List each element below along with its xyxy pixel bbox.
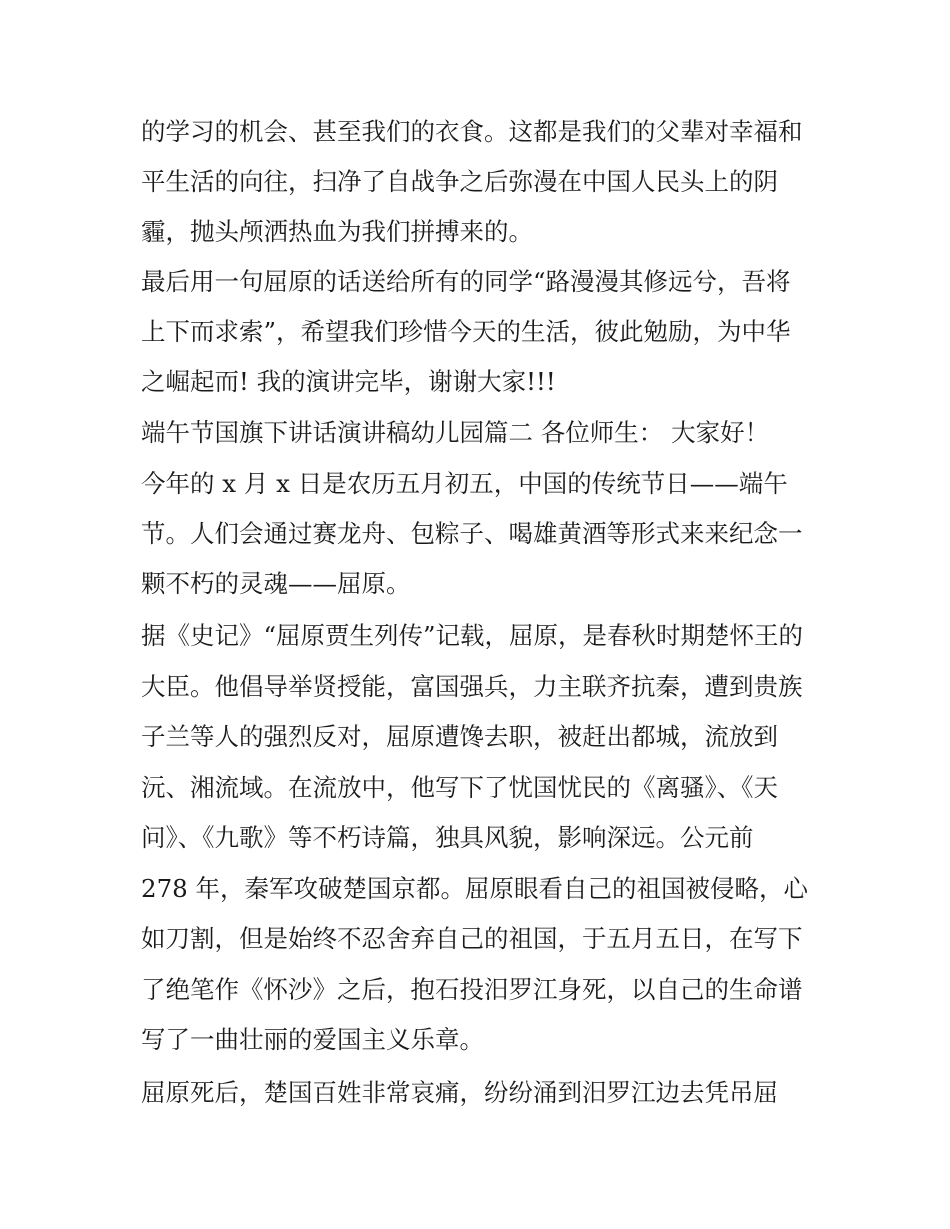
text-line: 如刀割，但是始终不忍舍弃自己的祖国，于五月五日，在写下 — [141, 924, 803, 953]
text-line: 大臣。他倡导举贤授能，富国强兵，力主联齐抗秦，遭到贵族 — [141, 672, 803, 701]
text-line: 问》、《九歌》等不朽诗篇，独具风貌，影响深远。公元前 — [141, 823, 754, 852]
text-line: 子兰等人的强烈反对，屈原遭馋去职，被赶出都城，流放到 — [141, 722, 778, 751]
text-line: 的学习的机会、甚至我们的衣食。这都是我们的父辈对幸福和 — [141, 117, 803, 146]
text-line: 屈原死后，楚国百姓非常哀痛，纷纷涌到汨罗江边去凭吊屈 — [141, 1078, 778, 1107]
text-line: 之崛起而! 我的演讲完毕，谢谢大家!!! — [141, 367, 556, 396]
section-heading-line: 端午节国旗下讲话演讲稿幼儿园篇二 各位师生： 大家好！ — [141, 418, 770, 447]
text-line: 沅、湘流域。在流放中，他写下了忧国忧民的《离骚》、《天 — [141, 773, 778, 802]
text-line: 最后用一句屈原的话送给所有的同学“路漫漫其修远兮，吾将 — [141, 267, 791, 296]
text-line: 据《史记》“屈原贾生列传”记载，屈原，是春秋时期楚怀王的 — [141, 621, 804, 650]
text-line: 平生活的向往，扫净了自战争之后弥漫在中国人民头上的阴 — [141, 167, 778, 196]
text-line: 节。人们会通过赛龙舟、包粽子、喝雄黄酒等形式来来纪念一 — [141, 519, 803, 548]
text-line: 了绝笔作《怀沙》之后，抱石投汨罗江身死，以自己的生命谱 — [141, 975, 803, 1004]
text-line: 写了一曲壮丽的爱国主义乐章。 — [141, 1025, 484, 1054]
text-line: 霾，抛头颅洒热血为我们拼搏来的。 — [141, 217, 533, 246]
text-line: 颗不朽的灵魂——屈原。 — [141, 569, 411, 598]
text-line: 上下而求索”，希望我们珍惜今天的生活，彼此勉励，为中华 — [141, 317, 791, 346]
text-line: 今年的 x 月 x 日是农历五月初五，中国的传统节日——端午 — [141, 469, 788, 498]
text-line: 278 年，秦军攻破楚国京都。屈原眼看自己的祖国被侵略，心 — [141, 874, 809, 903]
